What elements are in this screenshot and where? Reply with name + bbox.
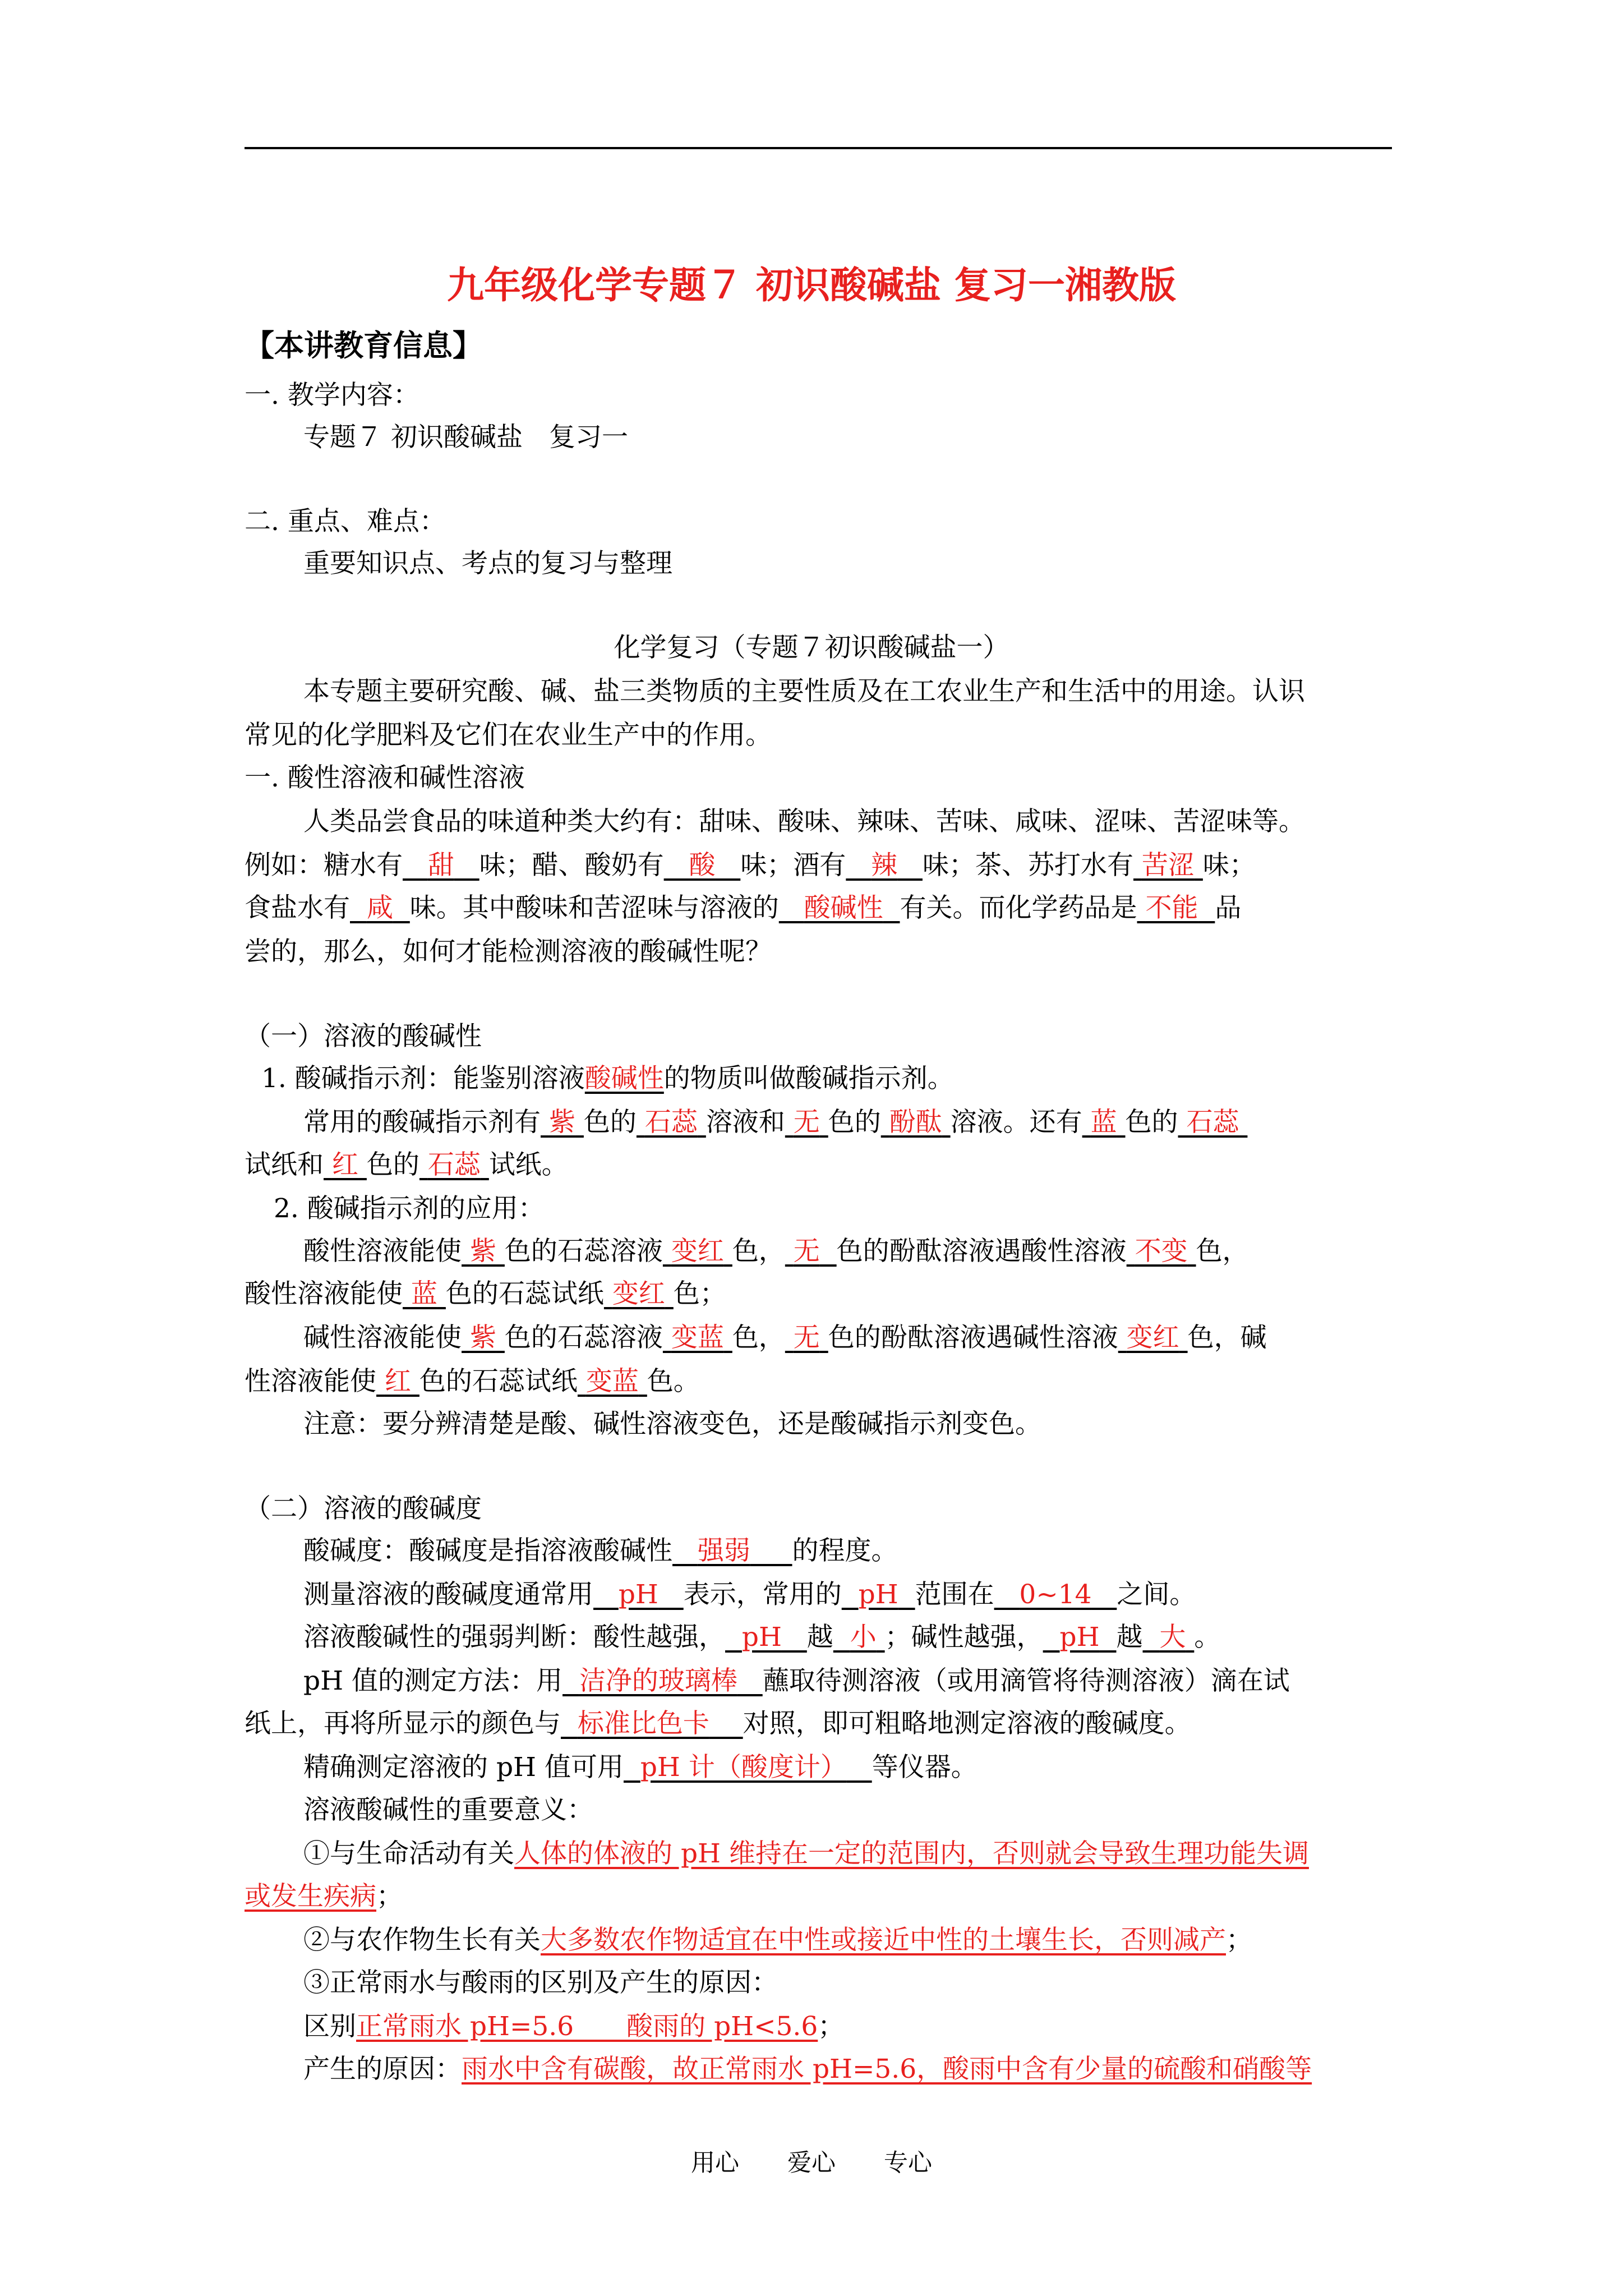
part1-line-3: 食盐水有 咸 味。其中酸味和苦涩味与溶液的 酸碱性 有关。而化学药品是 不能 品 [245, 892, 1242, 923]
sub2-q4: pH 值的测定方法：用 洁净的玻璃棒 蘸取待测溶液（或用滴管将待测溶液）滴在试 [303, 1665, 1290, 1696]
sub1-p1: 1. 酸碱指示剂：能鉴别溶液酸碱性的物质叫做酸碱指示剂。 [261, 1063, 954, 1094]
part1-heading: 一. 酸性溶液和碱性溶液 [245, 762, 525, 793]
sub2-q9: 或发生疾病； [245, 1881, 403, 1912]
sub1-p2: 常用的酸碱指示剂有 紫 色的 石蕊 溶液和 无 色的 酚酞 溶液。还有 蓝 色的 石蕊 [303, 1107, 1239, 1138]
header-rule [245, 147, 1392, 149]
sub1-p8: 性溶液能使 红 色的石蕊试纸 变蓝 色。 [245, 1366, 700, 1397]
sub2-q12: 区别正常雨水 pH=5.6 酸雨的 pH<5.6； [303, 2011, 845, 2042]
sub2-q13: 产生的原因：雨水中含有碳酸，故正常雨水 pH=5.6，酸雨中含有少量的硫酸和硝酸等 [303, 2054, 1312, 2085]
sub2-q6: 精确测定溶液的 pH 值可用 pH 计（酸度计） 等仪器。 [303, 1752, 978, 1783]
sub1-p9: 注意：要分辨清楚是酸、碱性溶液变色，还是酸碱指示剂变色。 [303, 1409, 1041, 1439]
review-title: 化学复习（专题７初识酸碱盐一） [614, 632, 1009, 663]
sub1-p7: 碱性溶液能使 紫 色的石蕊溶液 变蓝 色， 无 色的酚酞溶液遇碱性溶液 变红 色，碱 [303, 1322, 1267, 1353]
part1-line-1: 人类品尝食品的味道种类大约有：甜味、酸味、辣味、苦味、咸味、涩味、苦涩味等。 [303, 806, 1305, 837]
keypoints-content: 重要知识点、考点的复习与整理 [303, 548, 672, 579]
keypoints-heading: 二. 重点、难点： [245, 506, 446, 537]
part1-line-2: 例如：糖水有 甜 味；醋、酸奶有 酸 味；酒有 辣 味；茶、苏打水有 苦涩 味； [245, 850, 1256, 881]
part1-line-4: 尝的，那么，如何才能检测溶液的酸碱性呢？ [245, 936, 772, 967]
sub1-p5: 酸性溶液能使 紫 色的石蕊溶液 变红 色， 无 色的酚酞溶液遇酸性溶液 不变 色， [303, 1236, 1249, 1267]
intro-line-1: 本专题主要研究酸、碱、盐三类物质的主要性质及在工农业生产和生活中的用途。认识 [303, 676, 1305, 707]
teaching-content: 专题７ 初识酸碱盐 复习一 [303, 422, 628, 453]
sub2-q11: ③正常雨水与酸雨的区别及产生的原因： [303, 1967, 778, 1998]
teaching-heading: 一. 教学内容： [245, 380, 419, 411]
sub2-q3: 溶液酸碱性的强弱判断：酸性越强， pH 越 小 ；碱性越强， pH 越 大 。 [303, 1622, 1221, 1653]
sub1-p3: 试纸和 红 色的 石蕊 试纸。 [245, 1149, 568, 1180]
sub2-q8: ①与生命活动有关人体的体液的 pH 维持在一定的范围内，否则就会导致生理功能失调 [303, 1838, 1309, 1869]
intro-line-2: 常见的化学肥料及它们在农业生产中的作用。 [245, 720, 772, 751]
sub2-q2: 测量溶液的酸碱度通常用 pH 表示，常用的 pH 范围在 0~14 之间。 [303, 1579, 1196, 1610]
sub2-q5: 纸上，再将所显示的颜色与 标准比色卡 对照，即可粗略地测定溶液的酸碱度。 [245, 1708, 1191, 1739]
sub2-q7: 溶液酸碱性的重要意义： [303, 1795, 593, 1825]
sub2-heading: （二）溶液的酸碱度 [245, 1493, 482, 1524]
document-title: 九年级化学专题７ 初识酸碱盐 复习一湘教版 [447, 263, 1176, 307]
sub1-p6: 酸性溶液能使 蓝 色的石蕊试纸 变红 色； [245, 1278, 726, 1309]
sub2-q10: ②与农作物生长有关大多数农作物适宜在中性或接近中性的土壤生长，否则减产； [303, 1925, 1252, 1955]
page-footer: 用心 爱心 专心 [691, 2149, 932, 2177]
sub1-heading: （一）溶液的酸碱性 [245, 1021, 482, 1052]
sub1-p4: 2. 酸碱指示剂的应用： [274, 1193, 545, 1224]
section-header: 【本讲教育信息】 [245, 328, 482, 363]
sub2-q1: 酸碱度：酸碱度是指溶液酸碱性 强弱 的程度。 [303, 1535, 898, 1566]
